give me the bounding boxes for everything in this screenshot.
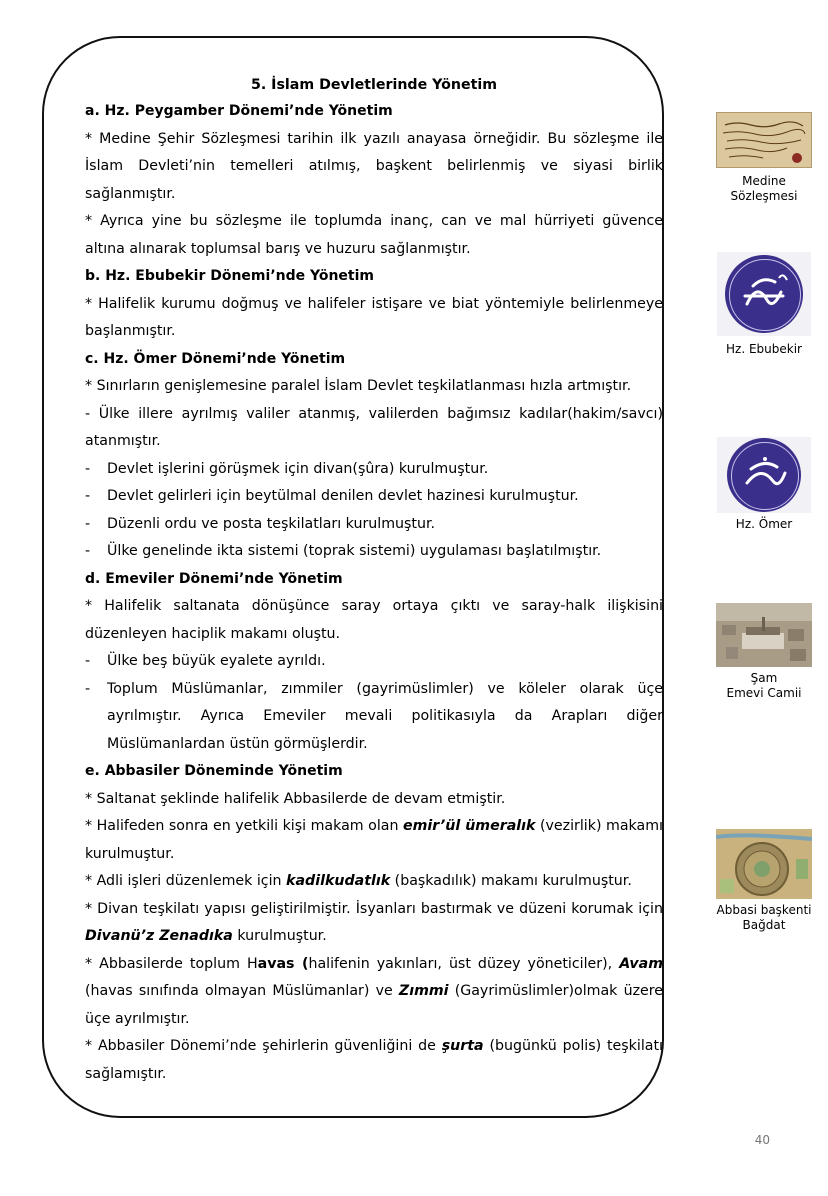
page-number: 40 — [754, 1133, 770, 1147]
section-e-paragraph-5 — [85, 951, 663, 1034]
figure-omer — [706, 437, 822, 532]
round-city-graphic — [716, 829, 812, 899]
text-run: * Adli işleri düzenlemek için — [85, 873, 287, 889]
list-item: - Ülke beş büyük eyalete ayrıldı. — [85, 648, 663, 676]
section-e-paragraph-1: * Saltanat şeklinde halifelik Abbasilerde de devam etmiştir. — [85, 790, 506, 807]
caption-line: Şam — [750, 671, 778, 685]
text-run: (havas sınıfında olmayan Müslümanlar) ve — [85, 983, 399, 999]
list-item-text: Devlet işlerini görüşmek için divan(şûra) kurulmuştur. — [107, 460, 489, 477]
list-item-text: Ülke genelinde ikta sistemi (toprak sistemi) uygulaması başlatılmıştır. — [107, 543, 602, 559]
caption-line: Sözleşmesi — [730, 189, 798, 203]
page-title: 5. İslam Devletlerinde Yönetim — [250, 77, 498, 93]
list-item: - Devlet işlerini görüşmek için divan(şûra) kurulmuştur. — [85, 456, 663, 484]
omer-seal-image — [717, 437, 811, 513]
section-b-heading: b. Hz. Ebubekir Dönemi’nde Yönetim — [85, 268, 375, 284]
list-item-text: Toplum Müslümanlar, zımmiler (gayrimüslimler) ve köleler olarak üçe ayrılmıştır. Ayrıca Emeviler mevali politikasıyla da Arapları diğer Müslümanlardan üstün görmüşlerdir. — [107, 680, 663, 752]
section-e-paragraph-6 — [85, 1033, 663, 1088]
medine-document-image — [716, 112, 812, 168]
main-content — [85, 72, 663, 1088]
figure-omer-caption: Hz. Ömer — [735, 517, 793, 531]
figure-bagdat — [706, 829, 822, 933]
bagdat-city-image — [716, 829, 812, 899]
text-run: * Divan teşkilatı yapısı geliştirilmiştir. İsyanları bastırmak ve düzeni korumak için — [85, 900, 663, 917]
list-item: - Devlet gelirleri için beytülmal denilen devlet hazinesi kurulmuştur. — [85, 483, 663, 511]
text-run: kurulmuştur. — [232, 928, 327, 944]
section-d-heading: d. Emeviler Dönemi’nde Yönetim — [85, 570, 343, 587]
text-run: * Halifeden sonra en yetkili kişi makam olan — [85, 818, 403, 834]
section-c-heading: c. Hz. Ömer Dönemi’nde Yönetim — [85, 350, 346, 367]
term-emir-ul-umeralik: emir’ül ümeralık — [403, 818, 536, 834]
list-item: - Düzenli ordu ve posta teşkilatları kurulmuştur. — [85, 511, 663, 539]
calligraphy-graphic — [717, 437, 811, 513]
text-run: * Abbasiler Dönemi’nde şehirlerin güvenliğini de — [85, 1038, 442, 1054]
term-kadilkudatlik: kadilkudatlık — [286, 873, 391, 889]
list-item-text: Düzenli ordu ve posta teşkilatları kurulmuştur. — [107, 515, 436, 532]
section-a-paragraph-2: * Ayrıca yine bu sözleşme ile toplumda inanç, can ve mal hürriyeti güvence altına alınarak toplumsal barış ve huzuru sağlanmıştır. — [85, 213, 663, 257]
term-havas: avas ( — [257, 955, 309, 972]
section-b-paragraph-1: * Halifelik kurumu doğmuş ve halifeler istişare ve biat yöntemiyle belirlenmeye başlanmıştır. — [85, 295, 663, 339]
section-d-paragraph-1: * Halifelik saltanata dönüşünce saray ortaya çıktı ve saray-halk ilişkisini düzenleyen haciplik makamı oluştu. — [85, 598, 663, 642]
section-e-paragraph-2 — [85, 813, 663, 868]
text-run: (başkadılık) makamı kurulmuştur. — [390, 873, 632, 889]
ebubekir-seal-image — [717, 252, 811, 336]
section-a-paragraph-1: * Medine Şehir Sözleşmesi tarihin ilk yazılı anayasa örneğidir. Bu sözleşme ile İslam Devleti’nin temelleri atılmış, başkent belirlenmiş ve siyasi birlik sağlanmıştır. — [85, 130, 663, 202]
text-run: (bugünkü polis) teşkilatı sağlamıştır. — [85, 1038, 663, 1082]
figure-sam — [706, 603, 822, 701]
caption-line: Bağdat — [742, 918, 786, 932]
text-run: (Gayrimüslimler)olmak üzere üçe ayrılmıştır. — [85, 983, 663, 1027]
list-item: - Toplum Müslümanlar, zımmiler (gayrimüslimler) ve köleler olarak üçe ayrılmıştır. Ayrıca Emeviler mevali politikasıyla da Arapları diğer Müslümanlardan üstün görmüşlerdir. — [85, 676, 663, 759]
term-avam: Avam — [619, 955, 664, 972]
figure-ebubekir — [706, 252, 822, 357]
calligraphy-graphic — [717, 252, 811, 336]
figure-ebubekir-caption: Hz. Ebubekir — [726, 342, 802, 356]
section-c-paragraph-1: * Sınırların genişlemesine paralel İslam Devlet teşkilatlanması hızla artmıştır. — [85, 378, 632, 394]
section-a-heading: a. Hz. Peygamber Dönemi’nde Yönetim — [85, 103, 393, 119]
caption-line: Emevi Camii — [726, 686, 802, 700]
caption-line: Abbasi başkenti — [716, 903, 812, 917]
parchment-graphic — [717, 113, 811, 167]
caption-line: Medine — [742, 174, 786, 188]
text-run: * Abbasilerde toplum H — [85, 955, 258, 972]
city-aerial-graphic — [716, 603, 812, 667]
list-item: - Ülke genelinde ikta sistemi (toprak sistemi) uygulaması başlatılmıştır. — [85, 538, 663, 566]
figure-medine — [706, 112, 822, 204]
section-c-paragraph-2: - Ülke illere ayrılmış valiler atanmış, valilerden bağımsız kadılar(hakim/savcı) atanmıştır. — [85, 405, 663, 449]
list-item-text: Ülke beş büyük eyalete ayrıldı. — [107, 653, 326, 669]
list-item-text: Devlet gelirleri için beytülmal denilen devlet hazinesi kurulmuştur. — [107, 488, 579, 504]
term-surta: şurta — [441, 1038, 484, 1054]
text-run: (vezirlik) makamı kurulmuştur. — [85, 818, 663, 862]
term-divanuz-zenadika: Divanü’z Zenadıka — [85, 928, 233, 944]
text-run: halifenin yakınları, üst düzey yöneticiler), — [308, 955, 620, 972]
term-zimmi: Zımmi — [398, 983, 449, 999]
section-e-paragraph-4 — [85, 896, 663, 951]
figure-bagdat-caption — [706, 903, 822, 933]
figure-medine-caption — [706, 174, 822, 204]
section-e-paragraph-3 — [85, 868, 663, 896]
section-e-heading: e. Abbasiler Döneminde Yönetim — [85, 763, 343, 779]
figure-sam-caption — [706, 671, 822, 701]
emevi-camii-image — [716, 603, 812, 667]
